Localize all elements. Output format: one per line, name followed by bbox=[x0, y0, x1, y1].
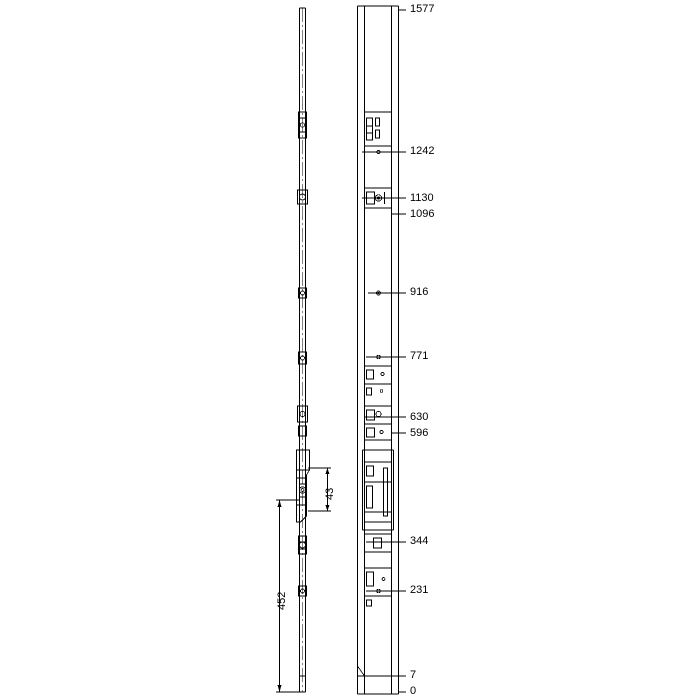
dimension-label-344: 344 bbox=[410, 535, 429, 547]
dimension-label-231: 231 bbox=[410, 584, 429, 596]
dimension-label-916: 916 bbox=[410, 286, 429, 298]
dimension-label-7: 7 bbox=[410, 669, 417, 681]
dimension-label-1242: 1242 bbox=[410, 145, 435, 157]
side-elevation-view bbox=[297, 8, 310, 692]
dimension-label-1130: 1130 bbox=[410, 192, 434, 204]
dimension-label-1577: 1577 bbox=[410, 3, 435, 15]
dimension-label-0: 0 bbox=[410, 685, 417, 697]
dimension-label-596: 596 bbox=[410, 427, 429, 439]
dimension-label-452: 452 bbox=[276, 591, 288, 610]
dimension-label-771: 771 bbox=[410, 350, 429, 362]
dimension-label-43: 43 bbox=[324, 487, 336, 500]
dimension-label-1096: 1096 bbox=[410, 208, 435, 220]
dimension-label-630: 630 bbox=[410, 411, 429, 423]
